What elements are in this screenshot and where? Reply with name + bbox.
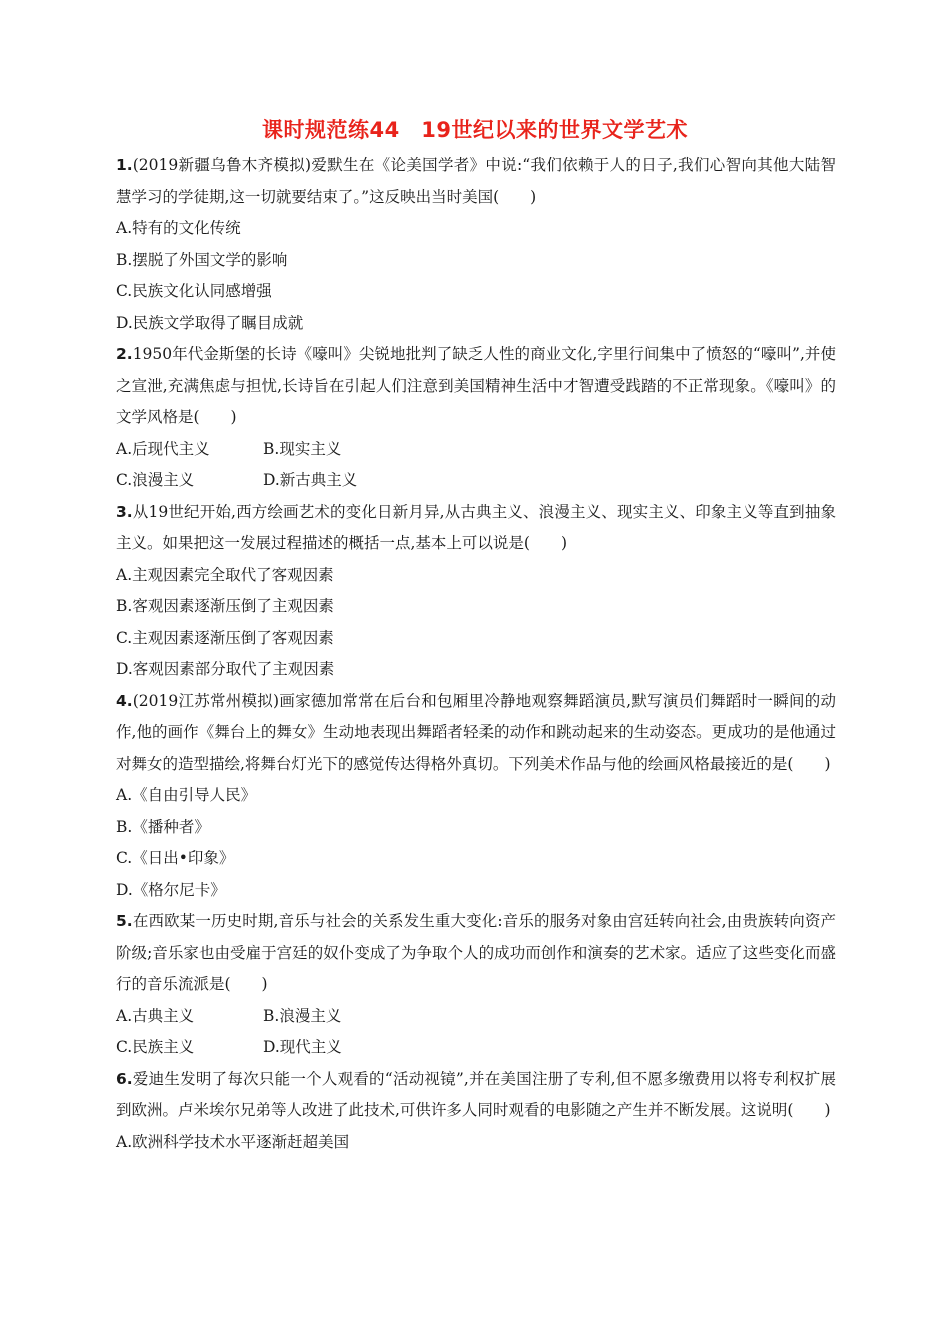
question-number: 3. [116, 502, 133, 521]
option-row [116, 1032, 836, 1064]
question-number: 1. [116, 156, 133, 174]
option-row [116, 465, 836, 497]
option-d: D.新古典主义 [263, 471, 358, 489]
option-b: B.浪漫主义 [263, 1006, 342, 1025]
option-d: D.《格尔尼卡》 [116, 880, 226, 899]
option-c: C.民族文化认同感增强 [116, 282, 272, 300]
question-1 [116, 150, 836, 339]
option-d: D.民族文学取得了瞩目成就 [116, 313, 304, 332]
option-b: B.摆脱了外国文学的影响 [116, 250, 288, 269]
option-row [116, 434, 836, 466]
question-5 [116, 906, 836, 1064]
option-d: D.现代主义 [263, 1038, 342, 1056]
question-4 [116, 686, 836, 907]
question-text: (2019新疆乌鲁木齐模拟)爱默生在《论美国学者》中说:“我们依赖于人的日子,我们心智向其他大陆智慧学习的学徒期,这一切就要结束了。”这反映出当时美国( ) [116, 156, 836, 206]
option-b: B.现实主义 [263, 439, 342, 458]
question-text: (2019江苏常州模拟)画家德加常常在后台和包厢里冷静地观察舞蹈演员,默写演员们舞蹈时一瞬间的动作,他的画作《舞台上的舞女》生动地表现出舞蹈者轻柔的动作和跳动起来的生动姿态。更成功的是他通过对舞女的造型描绘,将舞台灯光下的感觉传达得格外真切。下列美术作品与他的绘画风格最接近的是( ) [116, 691, 836, 773]
option-c: C.主观因素逐渐压倒了客观因素 [116, 628, 334, 647]
option-a: A.后现代主义 [116, 439, 210, 458]
question-text: 1950年代金斯堡的长诗《嚎叫》尖锐地批判了缺乏人性的商业文化,字里行间集中了愤怒的“嚎叫”,并使之宣泄,充满焦虑与担忧,长诗旨在引起人们注意到美国精神生活中才智遭受践踏的不正常现象。《嚎叫》的文学风格是( ) [116, 345, 836, 426]
option-b: B.客观因素逐渐压倒了主观因素 [116, 597, 334, 615]
option-a: A.《自由引导人民》 [116, 786, 257, 804]
question-text: 爱迪生发明了每次只能一个人观看的“活动视镜”,并在美国注册了专利,但不愿多缴费用以将专利权扩展到欧洲。卢米埃尔兄弟等人改进了此技术,可供许多人同时观看的电影随之产生并不断发展。这说明( ) [116, 1069, 836, 1119]
question-stem [116, 497, 836, 560]
option-a: A.主观因素完全取代了客观因素 [116, 565, 334, 584]
question-stem [116, 906, 836, 1001]
question-number: 5. [116, 912, 133, 930]
option-c: C.民族主义 [116, 1038, 195, 1056]
question-text: 在西欧某一历史时期,音乐与社会的关系发生重大变化:音乐的服务对象由宫廷转向社会,由贵族转向资产阶级;音乐家也由受雇于宫廷的奴仆变成了为争取个人的成功而创作和演奏的艺术家。适应了这些变化而盛行的音乐流派是( ) [116, 912, 836, 993]
question-stem [116, 150, 836, 213]
question-stem [116, 339, 836, 434]
question-2 [116, 339, 836, 497]
question-6 [116, 1064, 836, 1159]
option-d: D.客观因素部分取代了主观因素 [116, 660, 335, 678]
question-stem [116, 1064, 836, 1127]
question-text: 从19世纪开始,西方绘画艺术的变化日新月异,从古典主义、浪漫主义、现实主义、印象主义等直到抽象主义。如果把这一发展过程描述的概括一点,基本上可以说是( ) [116, 502, 836, 552]
question-list [116, 150, 836, 1158]
option-a: A.古典主义 [116, 1006, 195, 1025]
option-c: C.《日出•印象》 [116, 849, 235, 867]
question-number: 4. [116, 691, 133, 710]
question-3 [116, 497, 836, 686]
question-number: 2. [116, 345, 133, 363]
question-number: 6. [116, 1069, 133, 1088]
option-c: C.浪漫主义 [116, 471, 195, 489]
page-title: 课时规范练44 19世纪以来的世界文学艺术 [262, 118, 688, 142]
option-a: A.特有的文化传统 [116, 219, 241, 237]
question-stem [116, 686, 836, 781]
option-row [116, 1001, 836, 1033]
option-a: A.欧洲科学技术水平逐渐赶超美国 [116, 1132, 350, 1151]
option-b: B.《播种者》 [116, 817, 210, 836]
